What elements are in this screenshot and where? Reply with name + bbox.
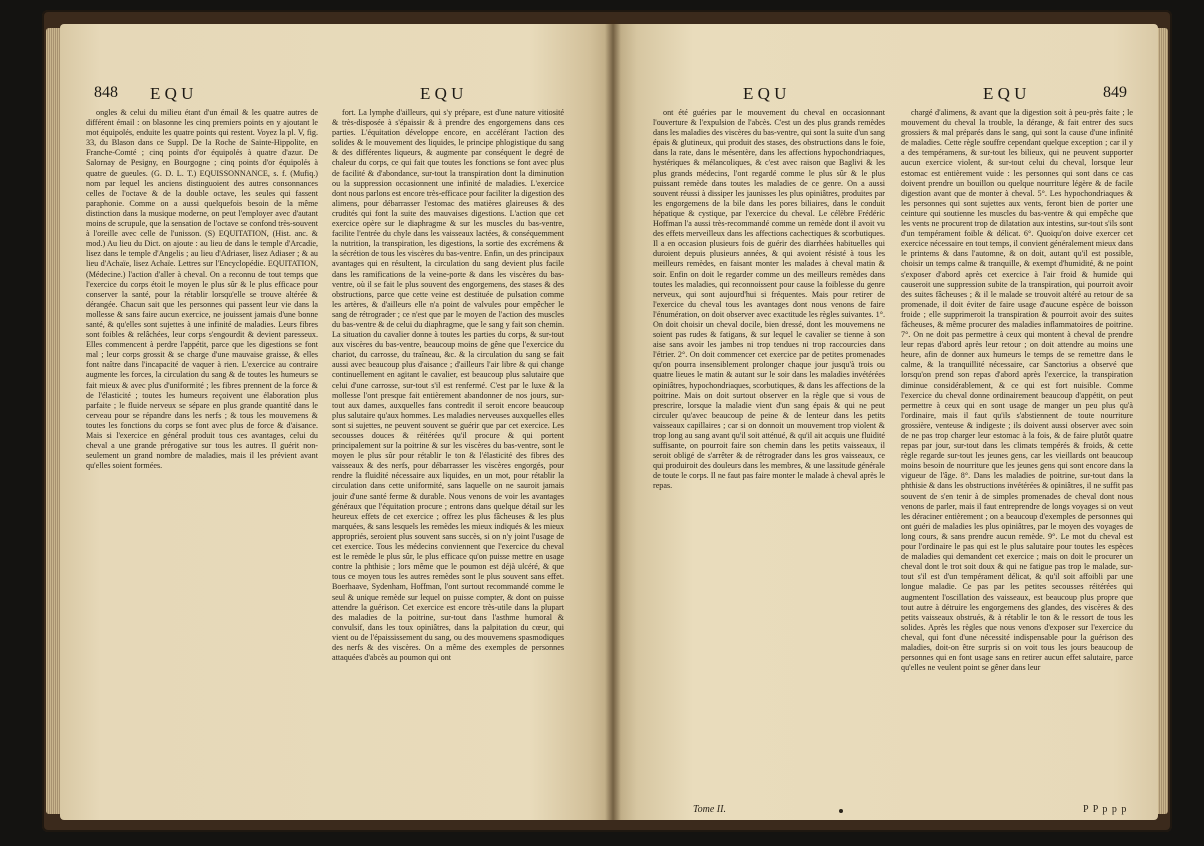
right-page-column-1 [653,108,885,802]
left-page-column-2 [332,108,564,808]
book-gutter [605,20,621,820]
running-head-left-a: E Q U [150,84,194,103]
volume-footer: Tome II. [693,804,726,815]
running-head-right-b: E Q U [983,84,1027,103]
right-page [613,24,1158,820]
running-head-right-a: E Q U [743,84,787,103]
signature-mark: P P p p p [1083,804,1128,815]
ornament-dot [839,809,843,813]
right-column-1-text: ont été guéries par le mouvement du cheval en occasionnant l'ouverture & l'expulsion de l'abcès. C'est un des plus grands remèdes dans les maladies des viscères du bas-ventre, qui sont la suite d'un sang épais & glutineux, qui produit des stases, des obstructions dans le foie, dans la rate, dans le mésentère, dans les affections hypochondriaques, hystériques & mélancoliques, & c'est avec raison que Baglivi & les plus grands médecins, l'ont regardé comme le plus sûr & le plus puissant remède dans toutes les maladies de ce genre. On a aussi souvent réussi à dissiper les jaunisses les plus opiniâtres, produites par les engorgemens de la bile dans les pores biliaires, dans le conduit hépatique & cystique, par l'exercice du cheval. Le célèbre Frédéric Hoffman l'a aussi très-recommandé comme un remède dont il avoit vu des effets merveilleux dans les affections cachectiques & scorbutiques. Il a en occasion plusieurs fois de guérir des diarrhées habituelles qui duroient depuis plusieurs années, & qui avoient résisté à tous les meilleurs remèdes, en faisant monter les malades à cheval matin & soir. Enfin on doit le regarder comme un des meilleurs remèdes dans toutes les maladies, qui reconnoissent pour cause la foiblesse du genre nerveux, qui sont aujourd'hui si fréquentes. Mais pour retirer de l'exercice du cheval tous les avantages dont nous venons de faire l'énumération, on doit observer avec exactitude les règles suivantes. 1°. On doit choisir un cheval docile, bien dressé, dont les mouvemens ne soient pas rudes & fatigans, & sur lequel le cavalier se tienne à son aise sans avoir les jambes ni trop tendues ni trop raccourcies dans l'étrier. 2°. On doit commencer cet exercice par de petites promenades qu'on pourra insensiblement prolonger chaque jour jusqu'à trois ou quatre lieues le matin & autant sur le soir dans les maladies invétérées opiniâtres, hypochondriaques, scorbutiques, & dans les affections de la poitrine. Mais on doit surtout observer en la règle que si vous de prescrire, lorsque la maladie vient d'un sang épais & qui ne peut circuler qu'avec beaucoup de peine & de lenteur dans les petits vaisseaux capillaires ; car si on donnoit un mouvement trop violent & trop long au sang avant qu'il soit atténué, & qu'il ait acquis une fluidité suffisante, on pourroit faire son chemin dans les petits vaisseaux, il seroit obligé de s'arrêter & de rétrograder dans les gros vaisseaux, ce qui produiroit des douleurs dans les membres, & une lassitude générale de toute le corps. Il ne faut pas faire monter le malade à cheval après le repas. [653,108,885,491]
running-head-left-b: E Q U [420,84,464,103]
page-number-left: 848 [94,84,118,101]
left-column-2-text: fort. La lymphe d'ailleurs, qui s'y prépare, est d'une nature vitiosité & très-disposée à s'épaissir & à prendre des engorgemens dans ces parties. L'équitation développe encore, en accélérant l'action des solides & le mouvement des liquides, le principe phlogistique du sang & des différentes liqueurs, & augmente par conséquent le degré de chaleur du corps, ce qui fait que toutes les fonctions se font avec plus de facilité & d'abondance, sur-tout la transpiration dont la diminution ou la suppression occasionnent une infinité de maladies. L'exercice dont nous parlons est encore très-efficace pour faciliter la digestion des alimens, pour débarrasser l'estomac des matières glaireuses & des crudités qui font la suite des mauvaises digestions. L'action que cet exercice opère sur le diaphragme & sur les muscles du bas-ventre, facilite l'entrée du chyle dans les vaisseaux lactées, & conséquemment la nutrition, la transpiration, les digestions, la sortie des excrémens & la sécrétion de tous les viscères du bas-ventre. Enfin, un des principaux avantages qui en résultent, la circulation du sang devient plus facile dans les ramifications de la veine-porte & dans les viscères du bas-ventre, où il se fait le plus souvent des engorgemens, des stases & des obstructions, parce que cette veine est destituée de pulsation comme les artères, & d'ailleurs elle n'a point de valvules pour empêcher le sang de rétrograder ; ce n'est que par le moyen de l'action des muscles du bas-ventre & de celui du diaphragme, que le sang y fait son chemin. La situation du cavalier donne à toutes les parties du corps, & sur-tout aux viscères du bas-ventre, beaucoup moins de gêne que l'exercice du chariot, du carrosse, du traîneau, &c. & la circulation du sang se fait aussi avec beaucoup plus d'aisance ; d'ailleurs l'air libre & qui change continuellement en agitant le cavalier, est beaucoup plus salutaire que celui d'une carrosse, sur-tout s'il est renfermé. C'est par le luxe & la mollesse l'ont presque fait entièrement abandonner de nos jours, sur-tout aux dames, auxquelles fans contredit il seroit encore beaucoup plus salutaire qu'aux hommes. Les maladies nerveuses auxquelles elles sont si sujettes, ne peuvent souvent se guérir que par cet exercice. Les secousses douces & réitérées qu'il procure & qui portent principalement sur la poitrine & sur les viscères du bas-ventre, sont le moyen le plus sûr pour rétablir le ton & l'élasticité des fibres des vaisseaux & des nerfs, pour débarrasser les viscères engorgés, pour rendre la fluidité nécessaire aux liquides, en un mot, pour rétablir la circulation dans cette uniformité, sans laquelle on ne sauroit jamais jouir d'une santé ferme & durable. Nous venons de voir les avantages généraux que l'équitation procure ; entrons dans quelque détail sur les heureux effets de cet exercice ; offrez les plus fâcheuses & les plus marquées, & sans lesquels les remèdes les mieux indiqués & les mieux appropriés, seroient plus souvent sans succès, si on n'y joint l'usage de cet exercice. Tous les médecins conviennent que l'exercice du cheval est le remède le plus sûr, le plus efficace qu'on puisse mettre en usage contre la phthisie ; lors même que le poumon est déjà ulcéré, & que tous ce moyen tous les autres remèdes sont le plus souvent sans effet. Boerhaave, Sydenham, Hoffman, l'ont surtout recommandé comme le seul & unique remède sur lequel on puisse compter, & dont on puisse attendre la guérison. Cet exercice est encore très-utile dans la plupart des maladies de la poitrine, sur-tout dans l'asthme humoral & convulsif, dans les toux opiniâtres, dans la palpitation du cœur, qui vient ou de l'épaississement du sang, ou des mouvemens spasmodiques des nerfs & des viscères. On a même des exemples de personnes attaquées d'abcès au poumon qui ont [332,108,564,663]
book [42,10,1172,832]
page-edges-left [46,28,60,814]
right-column-2-text: chargé d'alimens, & avant que la digestion soit à peu-près faite ; le mouvement du cheval la trouble, la dérange, & fait entrer des sucs grossiers & mal préparés dans le sang, qui sont la cause d'une infinité de maladies. Cette règle souffre cependant quelque exception ; car il y a des tempéramens, & sur-tout les bilieux, qui ne peuvent supporter aucun exercice violent, & sur-tout celui du cheval, lorsque leur estomac est entièrement vuide : les personnes qui sont dans ce cas doivent prendre un bouillon ou quelque nourriture légère & de facile digestion avant que de monter à cheval. 5°. Les hypochondriaques & les personnes qui sont sujettes aux vents, feront bien de porter une ceinture qui soutienne les muscles du bas-ventre & qui empêche que les vents ne procurent trop de dilatation aux intestins, sur-tout s'ils sont d'un tempérament foible & délicat. 6°. Quoiqu'on doive exercer cet exercice nécessaire en tout temps, il convient généralement mieux dans le printems & dans l'automne, & on doit, autant qu'il est possible, choisir un temps calme & tranquille, & exempt d'humidité, & ne point s'exposer d'abord après cet exercice à l'air froid & humide qui causeroit une suppression subite de la transpiration, qui pourroit avoir des suites fâcheuses ; & il le malade se trouvoit altéré au retour de sa promenade, il doit éviter de faire usage d'aucune espèce de boisson froide ; elle supprimeroit la transpiration & pourroit avoir des suites fâcheuses, & même procurer des maladies inflammatoires de poitrine. 7°. On ne doit pas permettre à ceux qui montent à cheval de prendre leur repas d'abord après leur retour ; on doit attendre au moins une heure, afin de donner aux humeurs le temps de se remettre dans le calme, & la tranquillité nécessaire, car Sanctorius a observé que lorsqu'on prend son repas d'abord après l'exercice, la transpiration diminue considérablement, & ce qui est fort nuisible. Comme l'exercice du cheval donne ordinairement beaucoup d'appétit, on peut permettre à ceux qui en sont usage de manger un peu plus qu'à l'ordinaire, mais il faut qu'ils s'abstiennent de toute nourriture grossière, venteuse & indigeste ; ils doivent aussi observer avec soin de ne pas trop charger leur estomac à la fois, & de faire plutôt quatre repas par jour, sur-tout dans les climats tempérés & froids, & cette règle regarde sur-tout les jeunes gens, car les vieillards ont beaucoup moins besoin de nourriture que les jeunes gens qui sont encore dans la vigueur de l'âge. 8°. Dans les maladies de poitrine, sur-tout dans la phthisie & dans les obstructions invétérées & opiniâtres, il ne suffit pas souvent de s'en tenir à de simples promenades de cheval dont nous venons de parler, mais il faut entreprendre de longs voyages si on veut les déraciner entièrement ; on a beaucoup d'exemples de personnes qui ont guéri de maladies les plus opiniâtres, par le moyen des voyages de long cours, & sans prendre aucun remède. 9°. Le mot du cheval est pour l'ordinaire le pas qui est le plus salutaire pour toutes les espèces de maladies qui demandent cet exercice ; mais on doit le procurer un cheval dont le trot soit doux & qui ne fatigue pas trop le malade, sur-tout s'il est d'un tempérament délicat, & qu'il soit affoibli par une longue maladie. Ce pas par les petites secousses réitérées qui augmentent l'oscillation des vaisseaux, est beaucoup plus propre que tout autre à détruire les engorgemens des glandes, des viscères & des petits vaisseaux obstrués, & à rétablir le ton & le ressort de tous les solides. Après les règles que nous venons d'exposer sur l'exercice du cheval, qui font d'une nécessité indispensable pour la guérison des maladies, doit-on être surpris si on voit tous les jours beaucoup de personnes qui en font usage sans en retirer aucun effet salutaire, parce qu'elles ne veulent point se gêner dans leur [901,108,1133,673]
left-column-1-text: ongles & celui du milieu étant d'un émail & les quatre autres de différent émail : on blasonne les cinq premiers points en y ajoutant le mot équipolés, enduite les quatre points qui restent. Voyez la pl. V, fig. 33, du Blason dans ce Suppl. De la Roche de Sainte-Hippolite, en Franche-Comté ; cinq points d'or équipolés à quatre d'azur. De Salornay de Pesigny, en Bourgogne ; cinq points d'or équipolés à quatre de gueules. (G. D. L. T.) EQUISSONNANCE, s. f. (Mufiq.) nom par lequel les anciens distinguoient des autres consonnances celles de l'octave & de la double octave, les seules qui fassent paraphonie. Comme on a aussi quelquefois besoin de la même distinction dans la musique moderne, on peut l'employer avec d'autant moins de scrupule, que la sensation de l'octave se confond très-souvent à l'oreille avec celle de l'unisson. (S) EQUITATION, (Hist. anc. & mod.) Au lieu du Dict. on ajoute : au lieu de dans le temple d'Arcadie, lisez dans le temple d'Angelis ; au lieu d'Adriaser, lisez Adiaser ; & au lieu d'Achaïe, lisez Achaïe. Lettres sur l'Encyclopédie. EQUITATION, (Médecine.) l'action d'aller à cheval. On a reconnu de tout temps que l'exercice du corps étoit le moyen le plus sûr & le plus efficace pour conserver la santé, pour la rétablir lorsqu'elle se trouve altérée & dérangée. Chacun sait que les personnes qui passent leur vie dans la mollesse & sans faire aucun exercice, ne jouissent jamais d'une bonne santé, & qu'elles sont sujettes à une infinité de maladies. Leurs fibres sont foibles & relâchées, leur corps s'engourdit & devient paresseux. Elles commencent à perdre l'appétit, parce que les digestions se font mal ; leur corps grossit & se charge d'une mauvaise graisse, & elles font naître dans l'incapacité de vaquer à rien. L'exercice au contraire augmente les forces, la circulation du sang & de toutes les humeurs se fait mieux & avec plus d'uniformité ; les fibres prennent de la force & de l'élasticité ; toutes les humeurs reçoivent une élaboration plus parfaite ; le fluide nerveux se sépare en plus grande quantité dans le cerveau pour se répandre dans les nerfs ; & tous les mouvemens & toutes les fonctions du corps se font avec plus de force & d'aisance. Mais si l'exercice en général produit tous ces avantages, celui du cheval a une grande prérogative sur tous les autres. Il guérit non-seulement un grand nombre de maladies, mais il les prévient avant qu'elles soient formées. [86,108,318,471]
left-page [60,24,613,820]
page-number-right: 849 [1103,84,1127,101]
page-edges-right [1158,28,1168,814]
right-page-column-2 [901,108,1133,798]
left-page-column-1 [86,108,318,808]
